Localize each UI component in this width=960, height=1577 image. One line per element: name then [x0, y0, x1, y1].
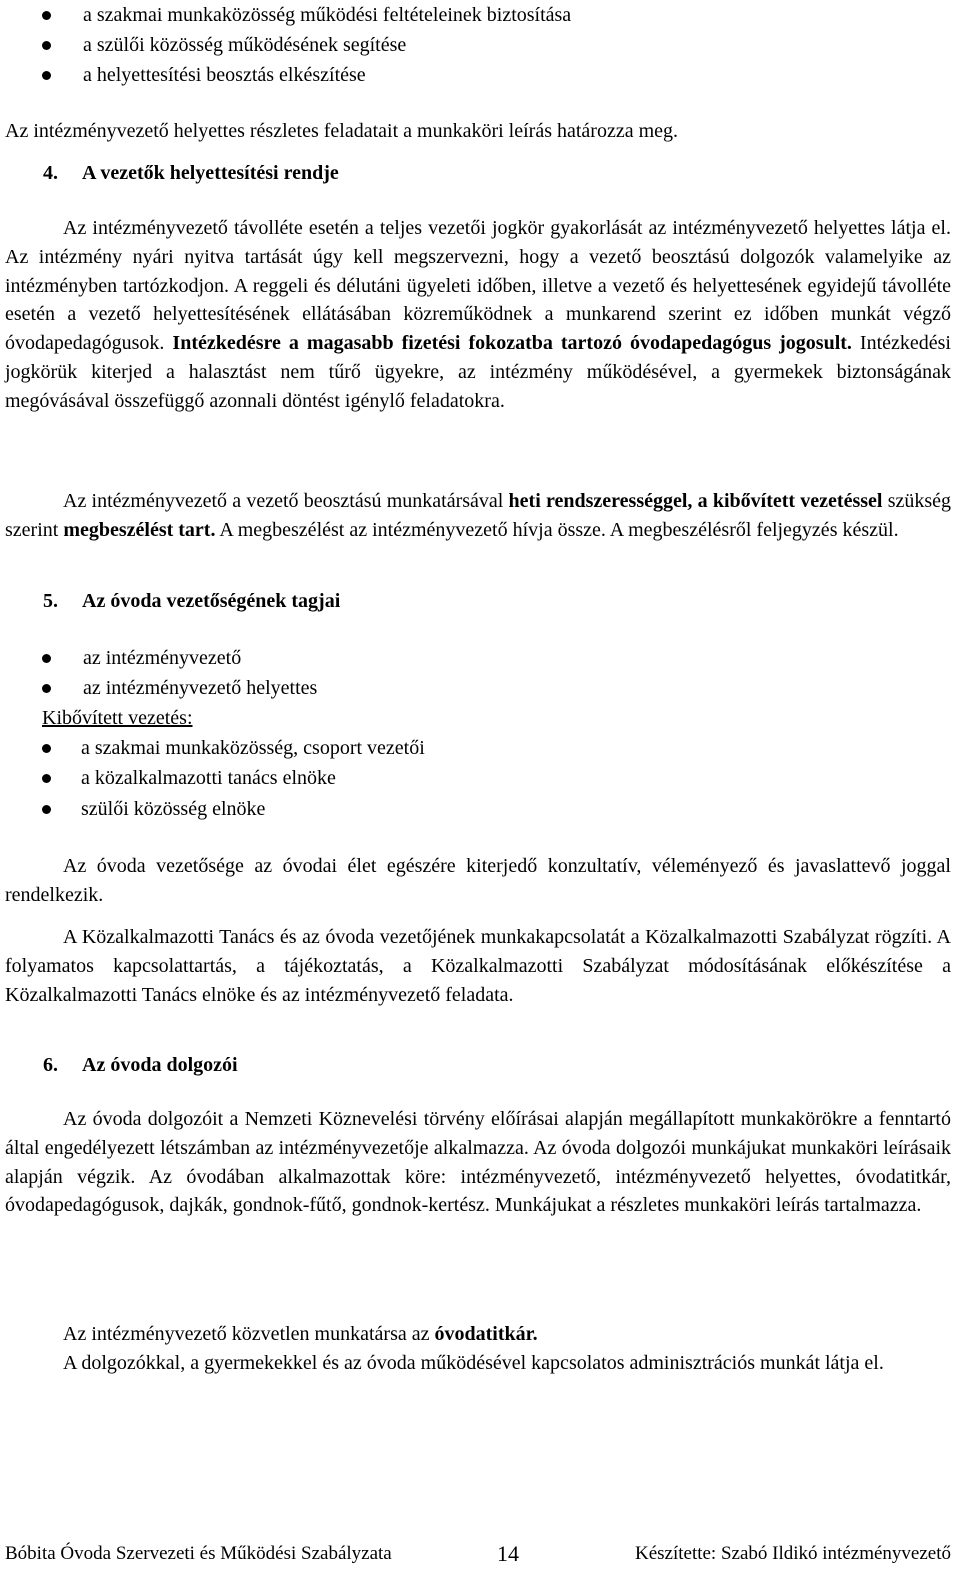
bold-text: heti rendszerességgel, a kibővített vezetéssel [508, 490, 883, 512]
paragraph-meetings: Az intézményvezető a vezető beosztású munkatársával heti rendszerességgel, a kibővített vezetéssel szükség szerint megbeszélést tart. A megbeszélést az intézményvezető hívja össze. A megbeszélésről feljegyzés készül. [5, 490, 952, 541]
list-item-text: a szakmai munkaközösség, csoport vezetői [81, 737, 425, 759]
bold-text: óvodatitkár. [434, 1323, 538, 1345]
paragraph-deputy-duties: Az intézményvezető helyettes részletes feladatait a munkaköri leírás határozza meg. [5, 120, 679, 142]
paragraph-staff-council: A Közalkalmazotti Tanács és az óvoda vezetőjének munkakapcsolatát a Közalkalmazotti Szabályzat rögzíti. A folyamatos kapcsolattartás, a tájékoztatás, a Közalkalmazotti Szabályzat módosításának előkészítése a Közalkalmazotti Tanács elnöke és az intézményvezető feladata. [5, 926, 951, 1006]
page-footer [5, 1540, 951, 1568]
list-item-text: az intézményvezető helyettes [83, 677, 318, 699]
bullet-icon [42, 71, 51, 80]
section-title: A vezetők helyettesítési rendje [82, 162, 339, 184]
footer-author: Készítette: Szabó Ildikó intézményvezető [634, 1543, 951, 1564]
bullet-icon [42, 654, 51, 663]
paragraph-substitution-rules: Az intézményvezető távolléte esetén a teljes vezetői jogkör gyakorlását az intézményvezető helyettes látja el. Az intézmény nyári nyitva tartását úgy kell megszervezni, hogy a vezető beosztású dolgozók valamelyike az intézményben tartózkodjon. A reggeli és délutáni ügyeleti időben, illetve a vezető és helyettesének egyidejű távolléte esetén a vezető helyettesítésének ellátásában közreműködnek a munkarend szerint ez időben munkát végző óvodapedagógusok. Intézkedésre a magasabb fizetési fokozatba tartozó óvodapedagógus jogosult. Intézkedési jogkörük kiterjed a halasztást nem tűrő ügyekre, az intézmény működésével, a gyermekek biztonságának megóvásával összefüggő azonnali döntést igénylő feladatokra. [5, 217, 951, 412]
footer-document-title: Bóbita Óvoda Szervezeti és Működési Szabályzata [5, 1543, 392, 1564]
bold-text: Intézkedésre a magasabb fizetési fokozatba tartozó óvodapedagógus jogosult. [172, 332, 852, 355]
paragraph-leadership-role: Az óvoda vezetősége az óvodai élet egészére kiterjedő konzultatív, véleményező és javaslattevő joggal rendelkezik. [5, 855, 951, 906]
bullet-icon [42, 774, 51, 783]
section-title: Az óvoda dolgozói [82, 1054, 238, 1076]
section-number: 6. [43, 1054, 58, 1076]
list-item-text: szülői közösség elnöke [81, 798, 266, 820]
section-number: 5. [43, 590, 58, 612]
list-item-text: a közalkalmazotti tanács elnöke [81, 767, 336, 789]
bold-text: megbeszélést tart. [63, 518, 216, 541]
section-heading-5 [43, 587, 340, 615]
paragraph-employees: Az óvoda dolgozóit a Nemzeti Köznevelési törvény előírásai alapján megállapított munkakörökre a fenntartó által engedélyezett létszámban az intézményvezetője alkalmazza. Az óvoda dolgozói munkájukat munkaköri leírásaik alapján végzik. Az óvodában alkalmazottak köre: intézményvezető, intézményvezető helyettes, óvodatitkár, óvodapedagógusok, dajkák, gondnok-fűtő, gondnok-kertész. Munkájukat a részletes munkaköri leírás tartalmazza. [5, 1108, 951, 1217]
list-item-text: a helyettesítési beosztás elkészítése [83, 64, 366, 86]
page-number: 14 [497, 1541, 519, 1566]
bullet-icon [42, 744, 51, 753]
list-item-text: a szakmai munkaközösség működési feltételeinek biztosítása [83, 4, 572, 26]
section-title: Az óvoda vezetőségének tagjai [82, 590, 341, 612]
paragraph-secretary: Az intézményvezető közvetlen munkatársa az óvodatitkár. [63, 1323, 538, 1345]
bullet-icon [42, 11, 51, 20]
section-heading-4 [43, 159, 339, 187]
list-item-text: az intézményvezető [83, 647, 242, 669]
bullet-icon [42, 41, 51, 50]
list-item-text: a szülői közösség működésének segítése [83, 34, 407, 56]
bullet-icon [42, 805, 51, 814]
section-number: 4. [43, 162, 58, 184]
bullet-icon [42, 684, 51, 693]
extended-leadership-label: Kibővített vezetés: [42, 707, 193, 729]
paragraph-admin: A dolgozókkal, a gyermekekkel és az óvoda működésével kapcsolatos adminisztrációs munkát látja el. [63, 1352, 884, 1374]
section-heading-6 [43, 1051, 238, 1079]
